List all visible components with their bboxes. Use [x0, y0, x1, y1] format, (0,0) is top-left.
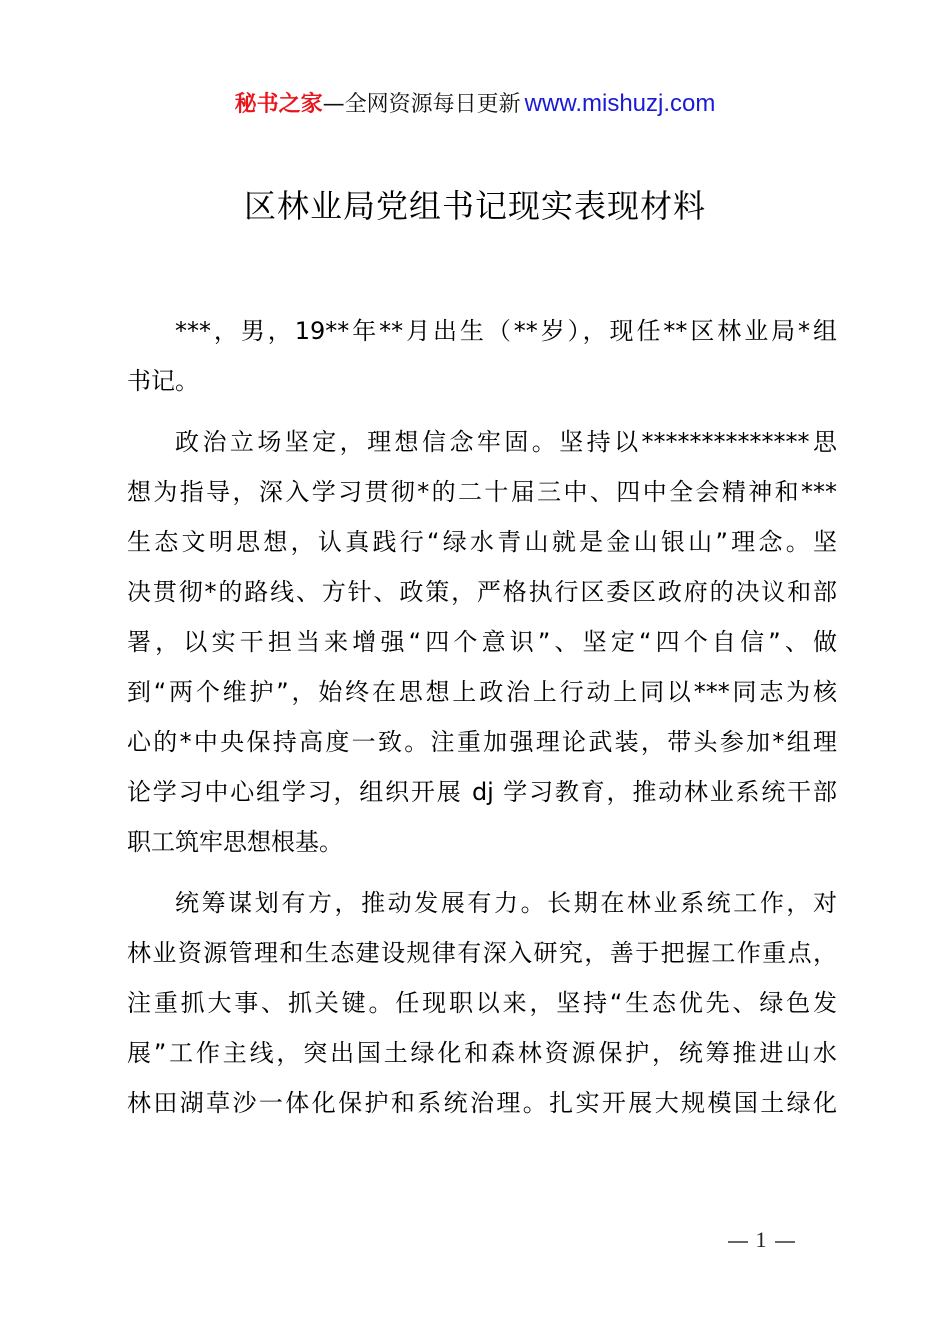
- brand-name: 秘书之家: [234, 92, 323, 117]
- paragraph-line: 注重抓大事、抓关键。任现职以来，坚持“生态优先、绿色发: [127, 989, 837, 1017]
- paragraph-line: 论学习中心组学习，组织开展 dj 学习教育，推动林业系统干部: [127, 778, 837, 806]
- paragraph-line: 统筹谋划有方，推动发展有力。长期在林业系统工作，对: [175, 889, 837, 917]
- paragraph-line: ***，男，19**年**月出生（**岁），现任**区林业局*组: [175, 317, 837, 345]
- page-footer: [716, 1226, 806, 1254]
- page-number: 1: [755, 1227, 767, 1252]
- paragraph: [127, 306, 837, 406]
- paragraph: [127, 878, 837, 1128]
- paragraph: [127, 417, 837, 867]
- paragraph-line: 署，以实干担当来增强“四个意识”、坚定“四个自信”、做: [127, 628, 837, 656]
- paragraph-line: 林田湖草沙一体化保护和系统治理。扎实开展大规模国土绿化: [127, 1089, 837, 1117]
- paragraph-line: 生态文明思想，认真践行“绿水青山就是金山银山”理念。坚: [127, 528, 837, 556]
- footer-dash-right: [775, 1241, 795, 1243]
- paragraph-line: 到“两个维护”，始终在思想上政治上行动上同以***同志为核: [127, 678, 837, 706]
- paragraph-line: 书记。: [127, 367, 199, 395]
- footer-dash-left: [728, 1241, 748, 1243]
- site-url-link[interactable]: www.mishuzj.com: [524, 90, 716, 117]
- paragraph-line: 决贯彻*的路线、方针、政策，严格执行区委区政府的决议和部: [127, 578, 837, 606]
- paragraph-line: 心的*中央保持高度一致。注重加强理论武装，带头参加*组理: [127, 728, 837, 756]
- paragraph-line: 林业资源管理和生态建设规律有深入研究，善于把握工作重点，: [127, 939, 837, 967]
- paragraph-line: 职工筑牢思想根基。: [127, 828, 343, 856]
- paragraph-line: 政治立场坚定，理想信念牢固。坚持以**************思: [175, 428, 837, 456]
- paragraph-line: 展”工作主线，突出国土绿化和森林资源保护，统筹推进山水: [127, 1039, 837, 1067]
- banner-slogan: —全网资源每日更新: [322, 92, 521, 117]
- site-banner: [0, 86, 950, 123]
- paragraph-line: 想为指导，深入学习贯彻*的二十届三中、四中全会精神和***: [127, 478, 837, 506]
- document-body: [127, 306, 837, 1139]
- document-title: 区林业局党组书记现实表现材料: [243, 187, 706, 225]
